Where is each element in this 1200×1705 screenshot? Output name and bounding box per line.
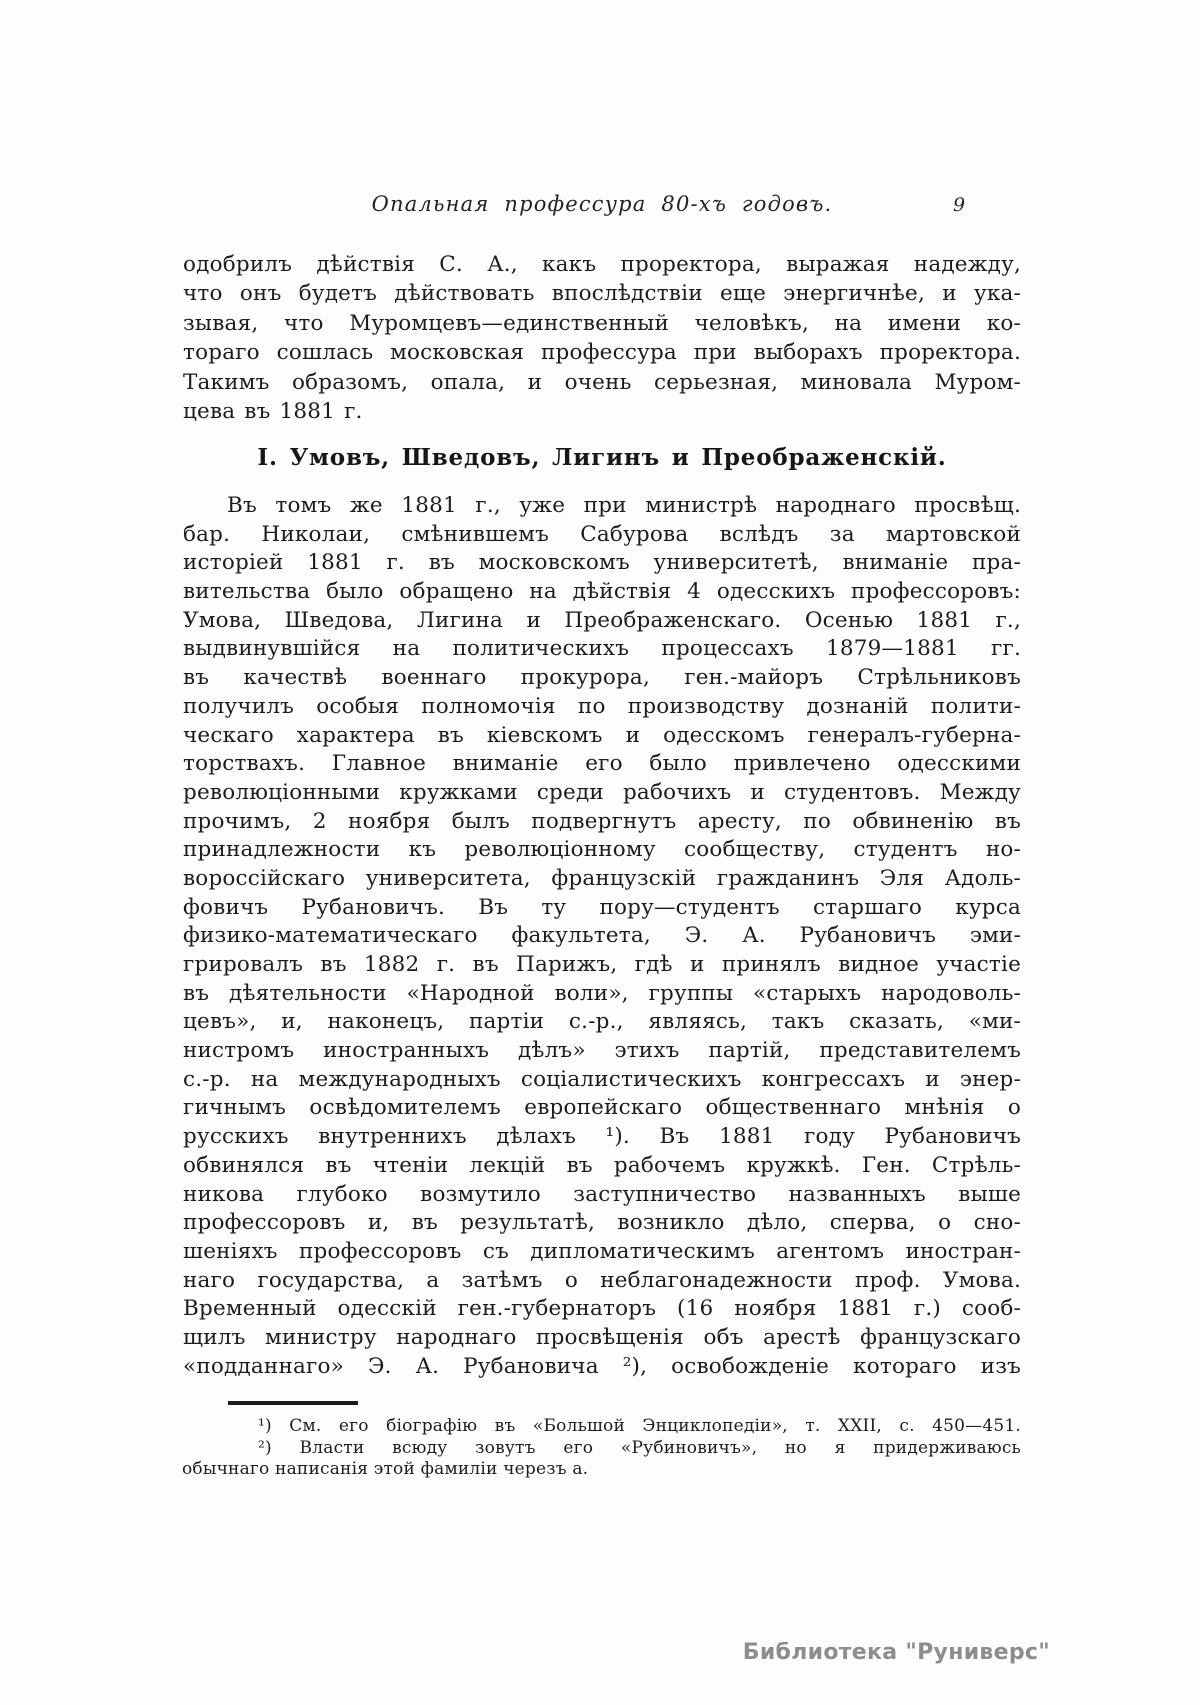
footnote-2-line-2: обычнаго написанія этой фамиліи черезъ а. [182,1459,589,1479]
text-line: бар. Николаи, смѣнившемъ Сабурова вслѣдъ за мартовской [183,521,1021,547]
text-line: въ дѣятельности «Народной воли», группы «старыхъ народоволь- [183,980,1021,1006]
text-line: «подданнаго» Э. А. Рубановича ²), освобожденіе котораго изъ [183,1353,1021,1379]
text-line: Умова, Шведова, Лигина и Преображенскаго. Осенью 1881 г., [183,607,1021,633]
footnote-2-line-1: ²) Власти всюду зовутъ его «Рубиновичъ», но я придерживаюсь [258,1437,1021,1458]
text-line: обвинялся въ чтеніи лекцій въ рабочемъ кружкѣ. Ген. Стрѣль- [183,1152,1021,1178]
text-line: с.-р. на международныхъ соціалистическихъ конгрессахъ и энер- [183,1066,1021,1092]
text-line: вороссійскаго университета, французскій гражданинъ Эля Адоль- [183,865,1021,891]
text-line: тораго сошлась московская профессура при выборахъ проректора. [183,340,1021,366]
text-line: выдвинувшійся на политическихъ процессахъ 1879—1881 гг. [183,636,1021,662]
running-header-row [183,192,1021,216]
text-line: зывая, что Муромцевъ—единственный человѣкъ, на имени ко- [183,310,1021,336]
text-line: шеніяхъ профессоровъ съ дипломатическимъ агентомъ иностран- [183,1238,1021,1264]
text-line: цева въ 1881 г. [183,398,363,424]
text-line: цевъ», и, наконецъ, партіи с.-р., являясь, такъ сказать, «ми- [183,1009,1021,1035]
text-line: принадлежности къ революціонному сообществу, студентъ но- [183,837,1021,863]
text-line: русскихъ внутреннихъ дѣлахъ ¹). Въ 1881 году Рубановичъ [183,1124,1021,1150]
paragraph-2 [183,492,1021,1381]
running-header-title: Опальная профессура 80-хъ годовъ. [371,192,833,216]
library-watermark: Библиотека "Руниверс" [742,1640,1050,1665]
section-heading: I. Умовъ, Шведовъ, Лигинъ и Преображенскій. [257,444,947,471]
text-line: гичнымъ освѣдомителемъ европейскаго общественнаго мнѣнія о [183,1095,1021,1121]
text-line: никова глубоко возмутило заступничество названныхъ выше [183,1181,1021,1207]
text-line: исторіей 1881 г. въ московскомъ университетѣ, вниманіе пра- [183,550,1021,576]
paragraph-1 [183,250,1021,426]
text-line: вительства было обращено на дѣйствія 4 одесскихъ профессоровъ: [183,579,1021,605]
footnotes-block [182,1416,1021,1481]
text-line: грировалъ въ 1882 г. въ Парижъ, гдѣ и принялъ видное участіе [183,952,1021,977]
text-line: профессоровъ и, въ результатѣ, возникло дѣло, сперва, о сно- [183,1210,1021,1236]
text-line: что онъ будетъ дѣйствовать впослѣдствіи еще энергичнѣе, и ука- [183,281,1021,307]
text-line: наго государства, а затѣмъ о неблагонадежности проф. Умова. [183,1267,1021,1293]
footnote-divider-rule [228,1401,358,1405]
text-line: физико-математическаго факультета, Э. А. Рубановичъ эми- [183,923,1021,949]
text-line: щилъ министру народнаго просвѣщенія объ арестѣ французскаго [183,1324,1021,1350]
text-line: революціонными кружками среди рабочихъ и студентовъ. Между [183,779,1021,805]
text-line: въ качествѣ военнаго прокурора, ген.-майоръ Стрѣльниковъ [183,665,1021,691]
text-line: Временный одесскій ген.-губернаторъ (16 ноября 1881 г.) сооб- [183,1296,1021,1322]
text-line: фовичъ Рубановичъ. Въ ту пору—студентъ старшаго курса [183,894,1021,920]
text-line: прочимъ, 2 ноября былъ подвергнутъ аресту, по обвиненію въ [183,808,1021,834]
text-line: Въ томъ же 1881 г., уже при министрѣ народнаго просвѣщ. [227,493,1021,518]
text-line: Такимъ образомъ, опала, и очень серьезная, миновала Муром- [183,369,1021,395]
text-line: одобрилъ дѣйствія С. А., какъ проректора, выражая надежду, [183,252,1021,277]
page-number: 9 [953,194,966,216]
text-line: получилъ особыя полномочія по производству дознаній полити- [183,693,1021,719]
text-line: ческаго характера въ кіевскомъ и одесскомъ генералъ-губерна- [183,722,1021,748]
text-line: торствахъ. Главное вниманіе его было привлечено одесскими [183,751,1021,777]
footnote-1: ¹) См. его біографію въ «Большой Энциклопедіи», т. XXII, с. 450—451. [258,1416,1021,1436]
text-line: нистромъ иностранныхъ дѣлъ» этихъ партій, представителемъ [183,1038,1021,1064]
